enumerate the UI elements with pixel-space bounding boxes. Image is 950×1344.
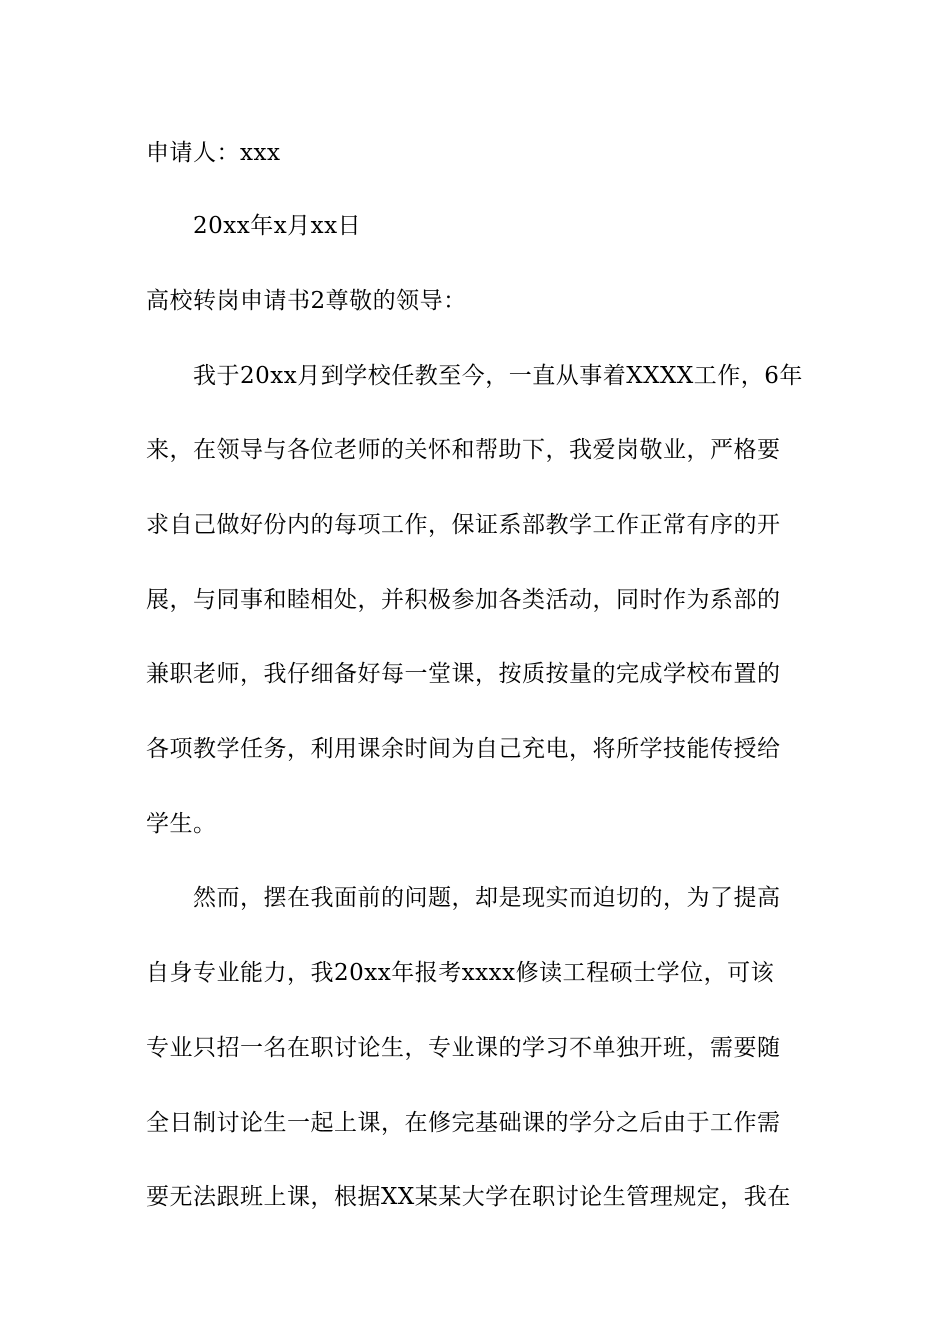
paragraph-line: 要无法跟班上课，根据XX某某大学在职讨论生管理规定，我在 — [146, 1184, 791, 1210]
paragraph-line: 全日制讨论生一起上课，在修完基础课的学分之后由于工作需 — [146, 1110, 781, 1136]
paragraph-line: 专业只招一名在职讨论生，专业课的学习不单独开班，需要随 — [146, 1035, 781, 1061]
letter-heading: 高校转岗申请书2尊敬的领导： — [146, 288, 467, 314]
paragraph-line: 兼职老师，我仔细备好每一堂课，按质按量的完成学校布置的 — [146, 661, 781, 687]
paragraph-line: 展，与同事和睦相处，并积极参加各类活动，同时作为系部的 — [146, 587, 781, 613]
paragraph-line: 各项教学任务，利用课余时间为自己充电，将所学技能传授给 — [146, 736, 781, 762]
paragraph-line: 我于20xx月到学校任教至今，一直从事着XXXX工作，6年 — [193, 363, 803, 389]
paragraph-line: 学生。 — [146, 811, 217, 837]
date-line: 20xx年x月xx日 — [193, 213, 362, 239]
paragraph-line: 自身专业能力，我20xx年报考xxxx修读工程硕士学位，可该 — [146, 960, 775, 986]
paragraph-line: 然而，摆在我面前的问题，却是现实而迫切的，为了提高 — [193, 885, 781, 911]
paragraph-line: 求自己做好份内的每项工作，保证系部教学工作正常有序的开 — [146, 512, 781, 538]
paragraph-line: 来，在领导与各位老师的关怀和帮助下，我爱岗敬业，严格要 — [146, 437, 781, 463]
applicant-line: 申请人：xxx — [146, 140, 281, 166]
